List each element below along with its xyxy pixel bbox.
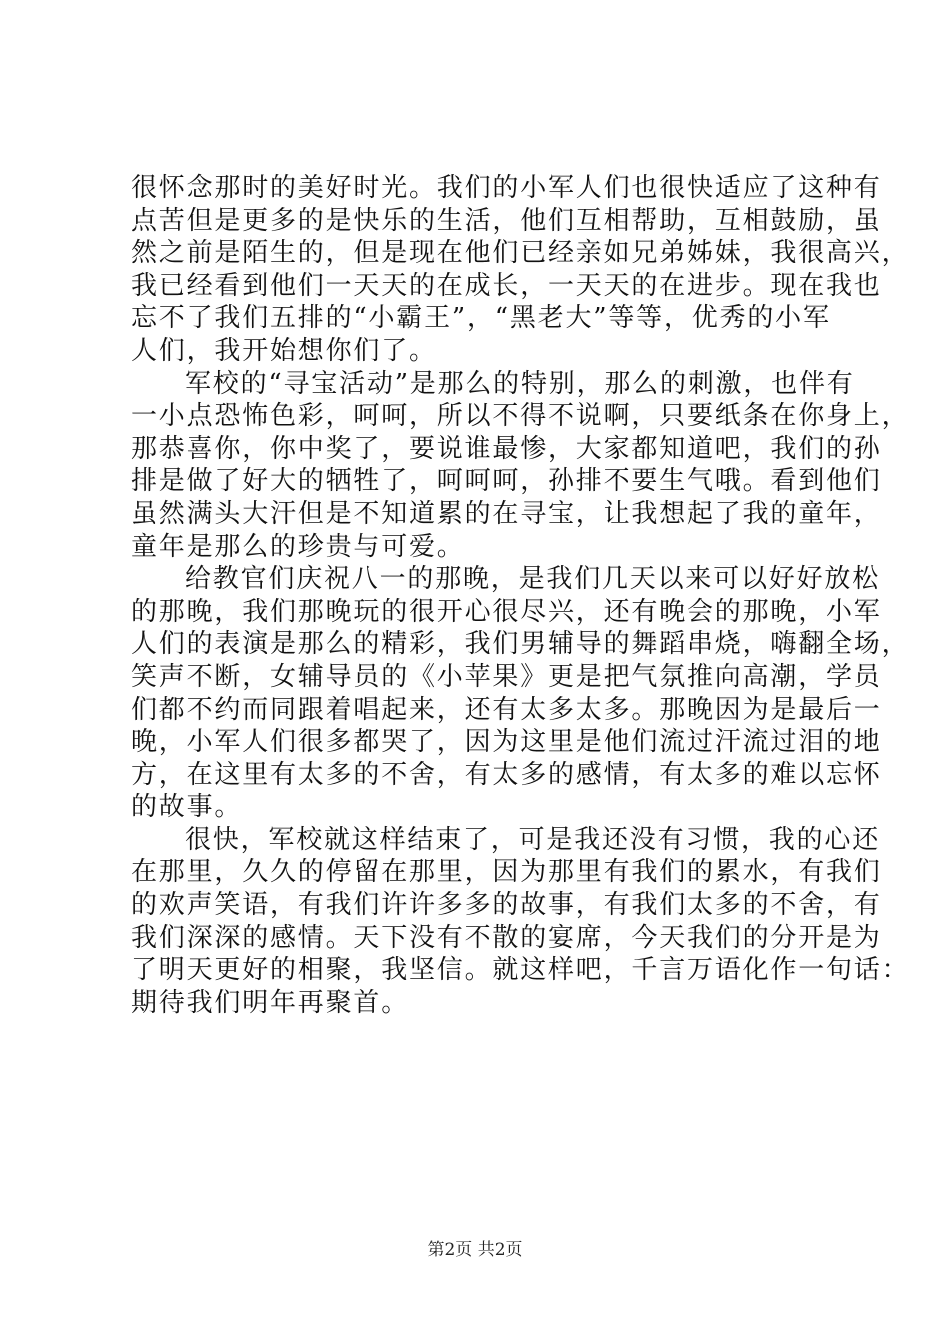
text-line: 人们，我开始想你们了。 [131,335,437,366]
text-line: 童年是那么的珍贵与可爱。 [131,531,465,562]
text-line: 人们的表演是那么的精彩，我们男辅导的舞蹈串烧，嗨翻全场， [131,629,910,660]
text-line: 那恭喜你，你中奖了，要说谁最惨，大家都知道吧，我们的孙 [131,433,882,464]
text-line: 的故事。 [131,792,243,823]
text-line: 的那晚，我们那晚玩的很开心很尽兴，还有晚会的那晚，小军 [131,596,882,627]
text-line: 了明天更好的相聚，我坚信。就这样吧，千言万语化作一句话： [131,955,910,986]
paragraph [131,172,910,368]
text-line: 我们深深的感情。天下没有不散的宴席，今天我们的分开是为 [131,922,882,953]
text-line: 很怀念那时的美好时光。我们的小军人们也很快适应了这种有 [131,173,882,203]
text-line: 的欢声笑语，有我们许许多多的故事，有我们太多的不舍，有 [131,890,882,921]
paragraph [131,563,910,824]
text-line: 很快，军校就这样结束了，可是我还没有习惯，我的心还 [185,824,881,855]
text-line: 我已经看到他们一天天的在成长，一天天的在进步。现在我也 [131,270,882,301]
text-line: 一小点恐怖色彩，呵呵，所以不得不说啊，只要纸条在你身上， [131,401,910,432]
text-line: 给教官们庆祝八一的那晚，是我们几天以来可以好好放松 [185,564,881,595]
text-line: 晚，小军人们很多都哭了，因为这里是他们流过汗流过泪的地 [131,727,882,758]
page-footer: 第2页 共2页 [427,1240,523,1260]
text-line: 方，在这里有太多的不舍，有太多的感情，有太多的难以忘怀 [131,759,882,790]
paragraph [131,368,910,564]
text-line: 军校的“寻宝活动”是那么的特别，那么的刺激，也伴有 [185,368,855,399]
text-line: 们都不约而同跟着唱起来，还有太多太多。那晚因为是最后一 [131,694,882,725]
text-line: 虽然满头大汗但是不知道累的在寻宝，让我想起了我的童年， [131,498,882,529]
text-line: 笑声不断，女辅导员的《小苹果》更是把气氛推向高潮，学员 [131,661,882,692]
text-line: 期待我们明年再聚首。 [131,987,410,1018]
text-line: 忘不了我们五排的“小霸王”，“黑老大”等等，优秀的小军 [131,303,831,334]
text-line: 在那里，久久的停留在那里，因为那里有我们的累水，有我们 [131,857,882,888]
text-line: 然之前是陌生的，但是现在他们已经亲如兄弟姊妹，我很高兴， [131,238,910,269]
paragraph [131,824,910,1020]
text-line: 排是做了好大的牺牲了，呵呵呵，孙排不要生气哦。看到他们 [131,466,882,497]
body-text [131,172,910,1019]
text-line: 点苦但是更多的是快乐的生活，他们互相帮助，互相鼓励，虽 [131,205,882,236]
